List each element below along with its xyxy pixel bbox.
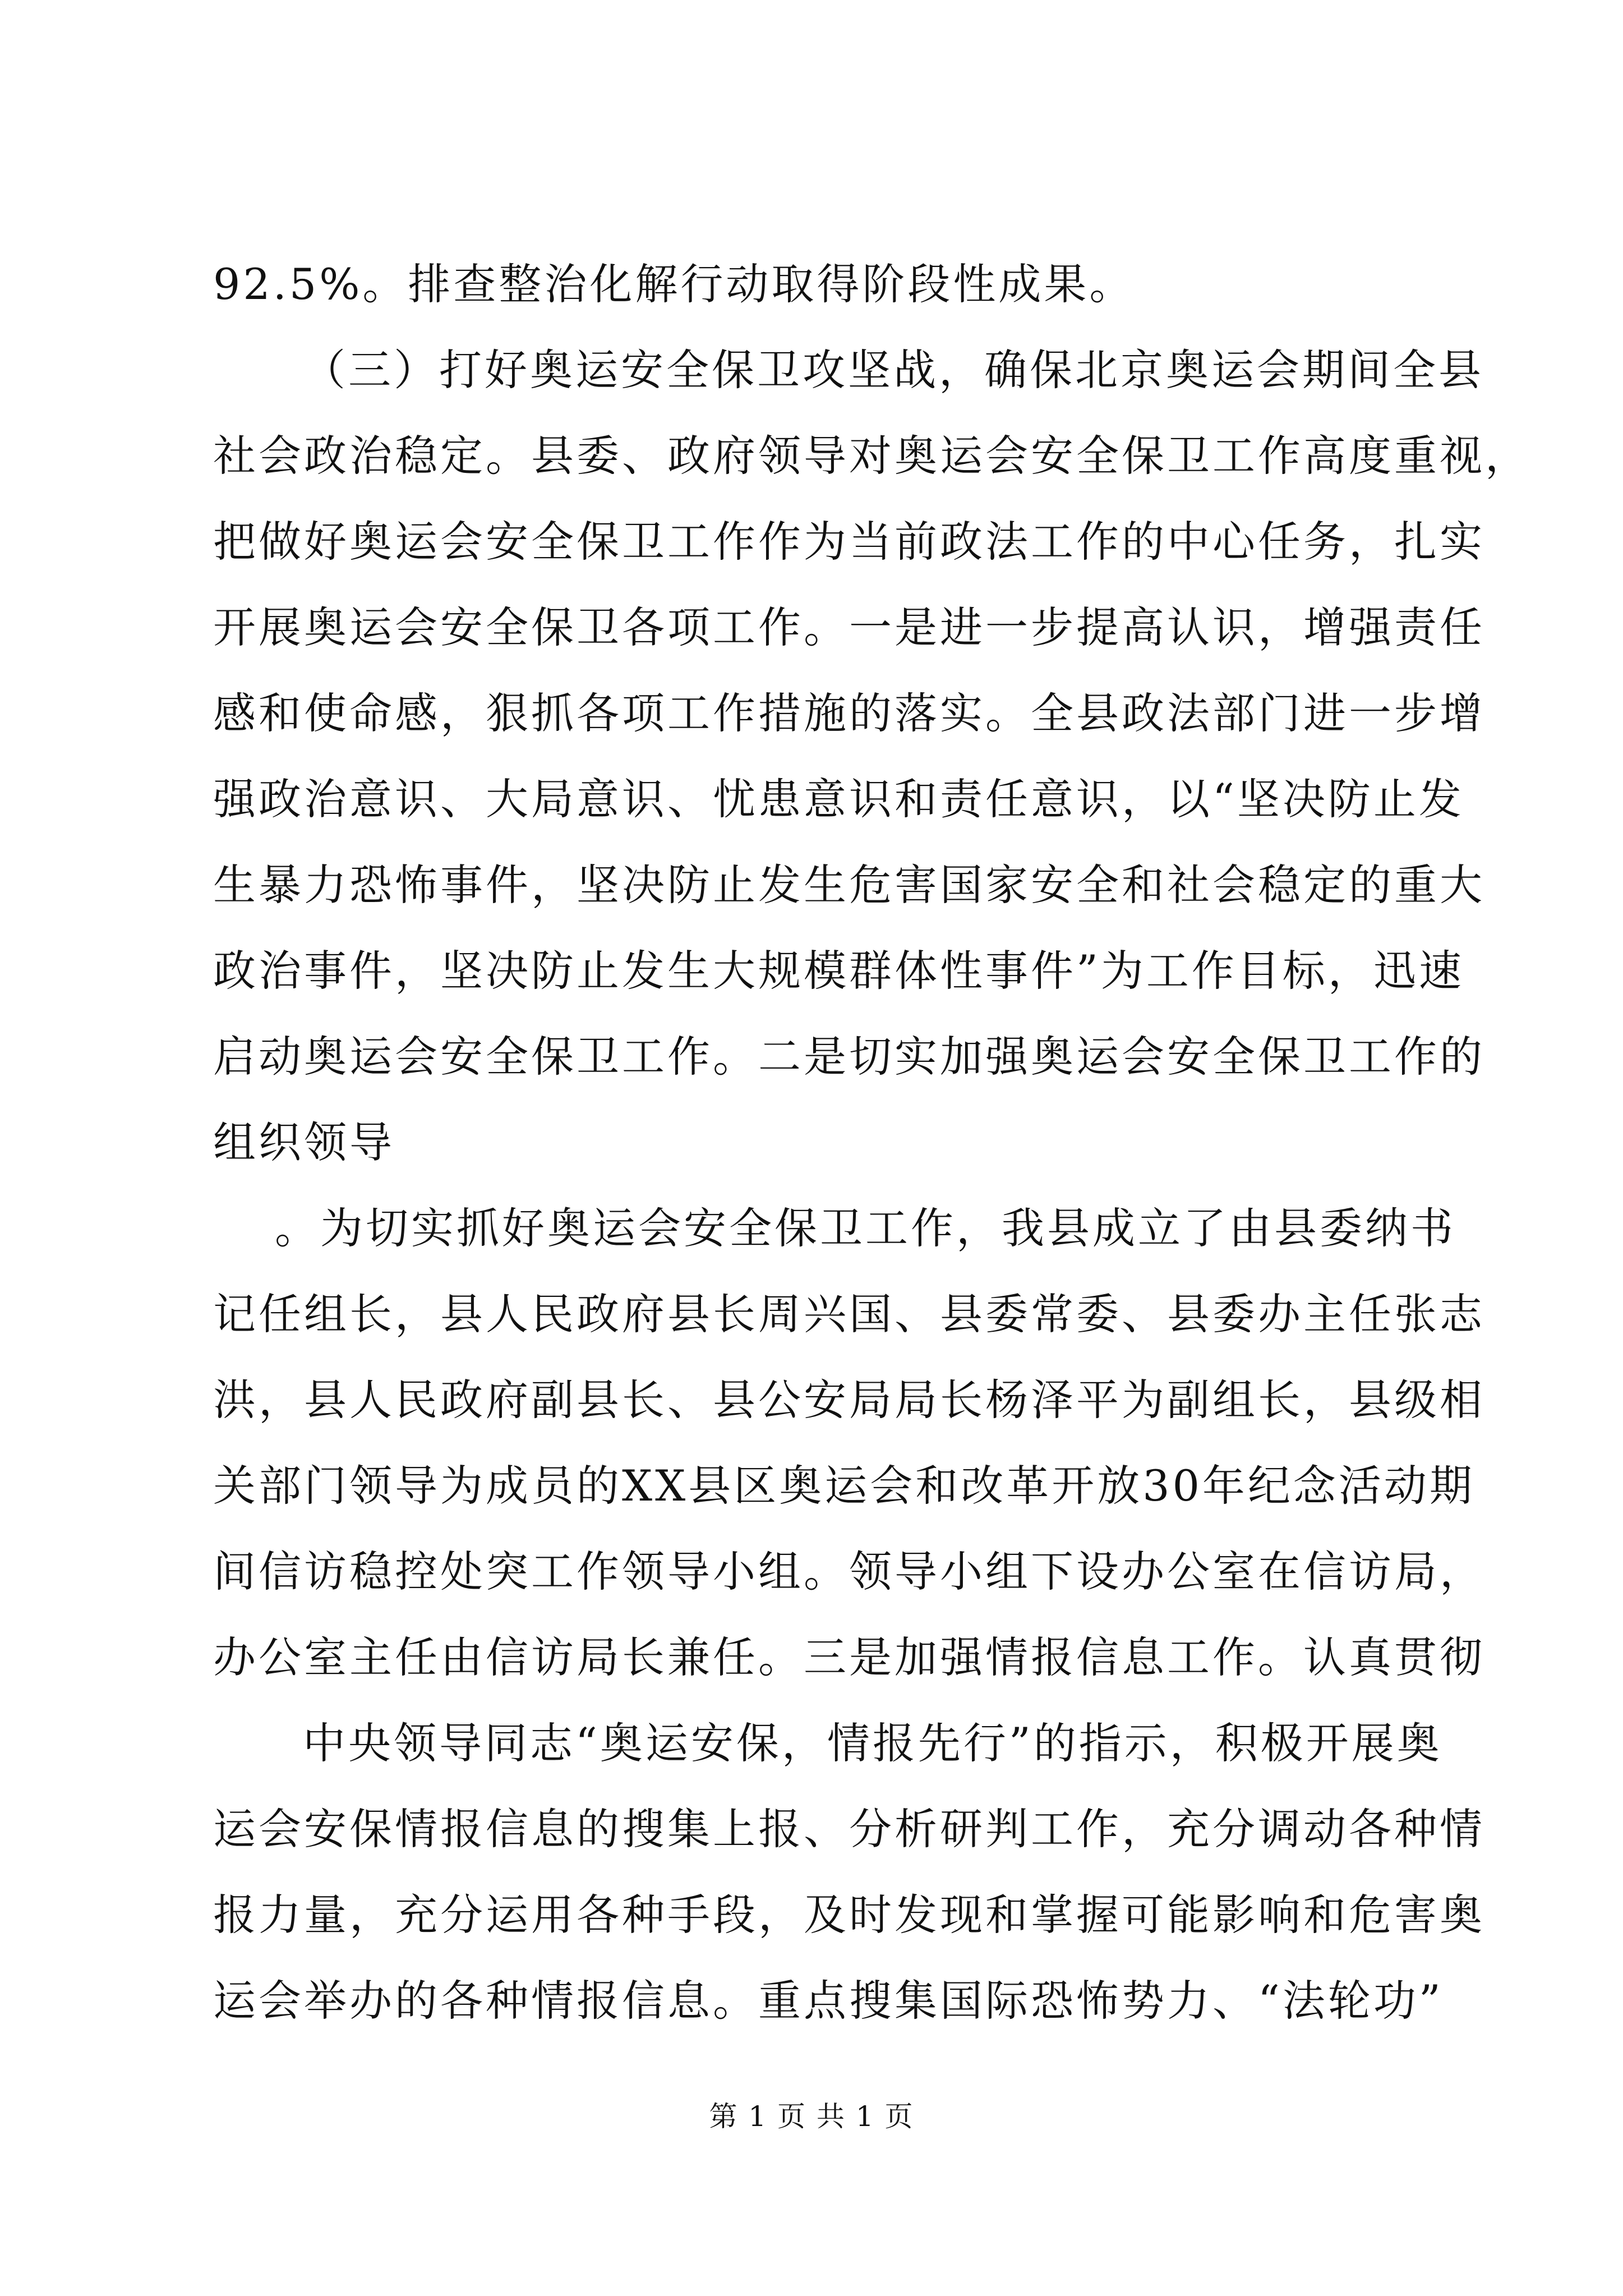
text-line: 办公室主任由信访局长兼任。三是加强情报信息工作。认真贯彻	[213, 1632, 1485, 1682]
text-line: 记任组长，县人民政府县长周兴国、县委常委、县委办主任张志	[213, 1289, 1485, 1339]
text-line: 关部门领导为成员的XX县区奥运会和改革开放30年纪念活动期	[213, 1461, 1475, 1511]
paragraph-start-line: 中央领导同志“奥运安保，情报先行”的指示，积极开展奥	[303, 1718, 1442, 1768]
text-line: 把做好奥运会安全保卫工作作为当前政法工作的中心任务，扎实	[213, 517, 1485, 567]
text-line: 报力量，充分运用各种手段，及时发现和掌握可能影响和危害奥	[213, 1890, 1485, 1940]
body-text	[213, 241, 1530, 2044]
text-line: 启动奥运会安全保卫工作。二是切实加强奥运会安全保卫工作的	[213, 1032, 1485, 1082]
text-line: 运会安保情报信息的搜集上报、分析研判工作，充分调动各种情	[213, 1804, 1485, 1854]
text-line: 92.5%。排查整治化解行动取得阶段性成果。	[213, 259, 1135, 309]
text-line: 运会举办的各种情报信息。重点搜集国际恐怖势力、“法轮功”	[213, 1976, 1444, 2026]
paragraph-start-line: 。为切实抓好奥运会安全保卫工作，我县成立了由县委纳书	[275, 1203, 1456, 1253]
text-line: 感和使命感，狠抓各项工作措施的落实。全县政法部门进一步增	[213, 688, 1485, 738]
text-line: 开展奥运会安全保卫各项工作。一是进一步提高认识，增强责任	[213, 602, 1485, 652]
text-line: 洪，县人民政府副县长、县公安局局长杨泽平为副组长，县级相	[213, 1375, 1485, 1425]
text-line: 间信访稳控处突工作领导小组。领导小组下设办公室在信访局，	[213, 1547, 1485, 1596]
text-line: 社会政治稳定。县委、政府领导对奥运会安全保卫工作高度重视，	[213, 431, 1530, 481]
text-line: 政治事件，坚决防止发生大规模群体性事件”为工作目标，迅速	[213, 946, 1464, 996]
page-footer: 第 1 页 共 1 页	[709, 2100, 914, 2133]
text-line: 强政治意识、大局意识、忧患意识和责任意识，以“坚决防止发	[213, 774, 1464, 824]
text-line: 组织领导	[213, 1117, 395, 1167]
text-line: 生暴力恐怖事件，坚决防止发生危害国家安全和社会稳定的重大	[213, 860, 1485, 910]
section-heading-line: （三）打好奥运安全保卫攻坚战，确保北京奥运会期间全县	[303, 345, 1484, 395]
